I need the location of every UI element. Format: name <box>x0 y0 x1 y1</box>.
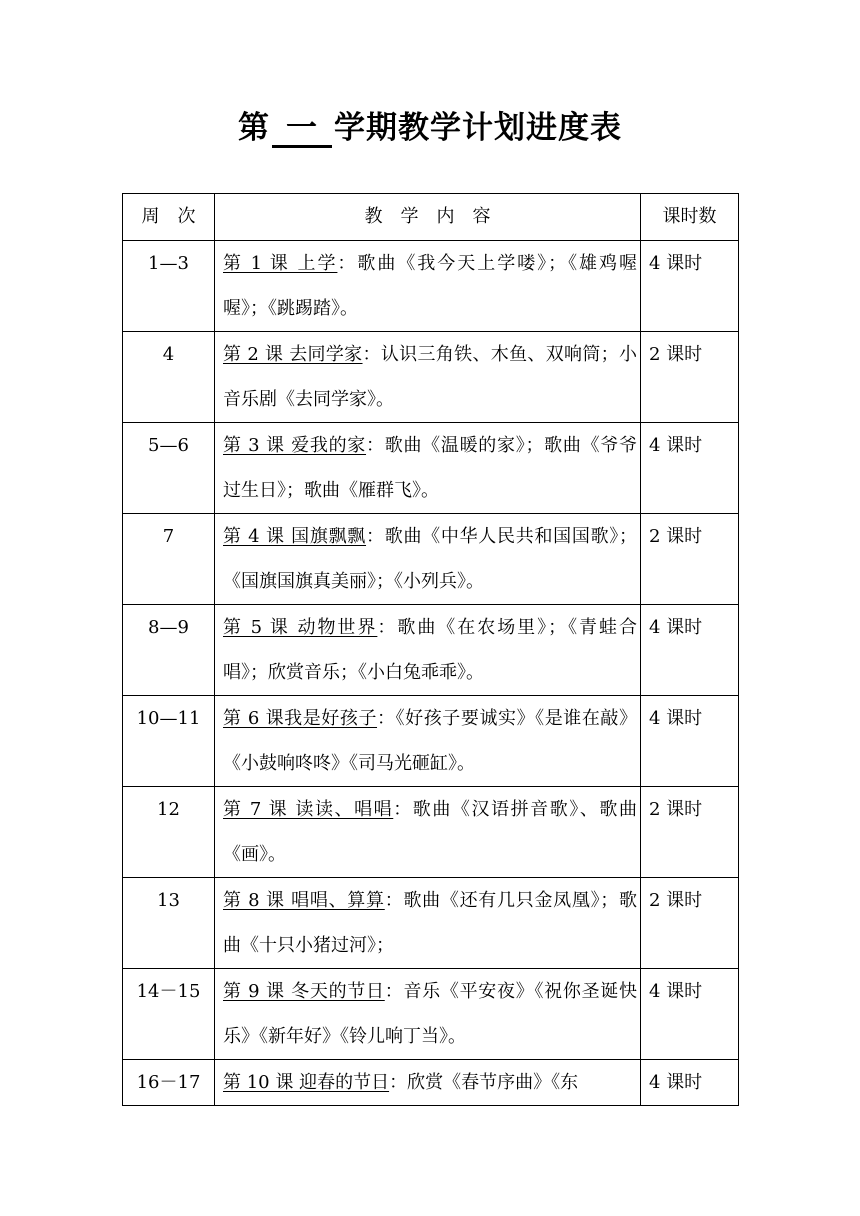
lesson-title: 第 6 课我是好孩子 <box>223 708 378 729</box>
title-semester-blank: 一 <box>272 111 332 148</box>
table-row <box>123 514 739 605</box>
table-header-row <box>123 194 739 241</box>
hours-cell: 2 课时 <box>641 514 739 605</box>
header-week: 周 次 <box>123 194 215 241</box>
hours-cell: 4 课时 <box>641 696 739 787</box>
lesson-detail: ：歌曲《温暖的家》；歌曲《爷爷过生日》；歌曲《雁群飞》。 <box>223 435 637 501</box>
week-cell: 7 <box>123 514 215 605</box>
content-cell <box>215 696 641 787</box>
lesson-detail: ：认识三角铁、木鱼、双响筒；小音乐剧《去同学家》。 <box>223 344 638 410</box>
content-cell <box>215 605 641 696</box>
content-cell <box>215 332 641 423</box>
lesson-title: 第 1 课 上学 <box>223 253 338 274</box>
lesson-detail: ：歌曲《我今天上学喽》；《雄鸡喔喔》；《跳踢踏》。 <box>223 253 637 319</box>
content-cell <box>215 423 641 514</box>
content-cell <box>215 787 641 878</box>
title-suffix: 学期教学计划进度表 <box>334 110 622 146</box>
table-row <box>123 696 739 787</box>
lesson-detail: ：音乐《平安夜》《祝你圣诞快乐》《新年好》《铃儿响丁当》。 <box>223 981 638 1047</box>
lesson-detail: ：歌曲《中华人民共和国国歌》；《国旗国旗真美丽》；《小列兵》。 <box>223 526 637 592</box>
content-cell <box>215 878 641 969</box>
hours-cell: 4 课时 <box>641 969 739 1060</box>
lesson-title: 第 2 课 去同学家 <box>223 344 363 365</box>
content-cell <box>215 514 641 605</box>
hours-cell: 2 课时 <box>641 332 739 423</box>
lesson-title: 第 8 课 唱唱、算算 <box>223 890 385 911</box>
lesson-detail: ：歌曲《汉语拼音歌》、歌曲《画》。 <box>223 799 637 865</box>
hours-cell: 2 课时 <box>641 787 739 878</box>
table-row <box>123 423 739 514</box>
lesson-detail: ：《好孩子要诚实》《是谁在敲》《小鼓响咚咚》《司马光砸缸》。 <box>223 708 637 774</box>
week-cell: 12 <box>123 787 215 878</box>
week-cell: 10—11 <box>123 696 215 787</box>
lesson-title: 第 9 课 冬天的节日 <box>223 981 385 1002</box>
lesson-detail: ：歌曲《还有几只金凤凰》；歌曲《十只小猪过河》； <box>223 890 638 956</box>
hours-cell: 2 课时 <box>641 878 739 969</box>
week-cell: 1—3 <box>123 241 215 332</box>
lesson-detail: ：欣赏《春节序曲》《东 <box>389 1072 579 1093</box>
week-cell: 16－17 <box>123 1060 215 1106</box>
table-row <box>123 605 739 696</box>
week-cell: 5—6 <box>123 423 215 514</box>
hours-cell: 4 课时 <box>641 1060 739 1106</box>
lesson-title: 第 3 课 爱我的家 <box>223 435 367 456</box>
content-cell <box>215 241 641 332</box>
lesson-detail: ：歌曲《在农场里》；《青蛙合唱》；欣赏音乐；《小白兔乖乖》。 <box>223 617 638 683</box>
schedule-table <box>122 193 739 1106</box>
header-hours: 课时数 <box>641 194 739 241</box>
week-cell: 14－15 <box>123 969 215 1060</box>
week-cell: 8—9 <box>123 605 215 696</box>
content-cell <box>215 1060 641 1106</box>
table-row <box>123 878 739 969</box>
table-row <box>123 332 739 423</box>
content-cell <box>215 969 641 1060</box>
title-prefix: 第 <box>238 110 270 146</box>
lesson-title: 第 10 课 迎春的节日 <box>223 1072 390 1093</box>
hours-cell: 4 课时 <box>641 241 739 332</box>
hours-cell: 4 课时 <box>641 605 739 696</box>
header-content: 教 学 内 容 <box>215 194 641 241</box>
week-cell: 4 <box>123 332 215 423</box>
table-row <box>123 787 739 878</box>
page-title <box>0 104 860 152</box>
table-row <box>123 241 739 332</box>
lesson-title: 第 7 课 读读、唱唱 <box>223 799 394 820</box>
table-row <box>123 1060 739 1106</box>
week-cell: 13 <box>123 878 215 969</box>
hours-cell: 4 课时 <box>641 423 739 514</box>
lesson-title: 第 5 课 动物世界 <box>223 617 378 638</box>
lesson-title: 第 4 课 国旗飘飘 <box>223 526 367 547</box>
table-row <box>123 969 739 1060</box>
